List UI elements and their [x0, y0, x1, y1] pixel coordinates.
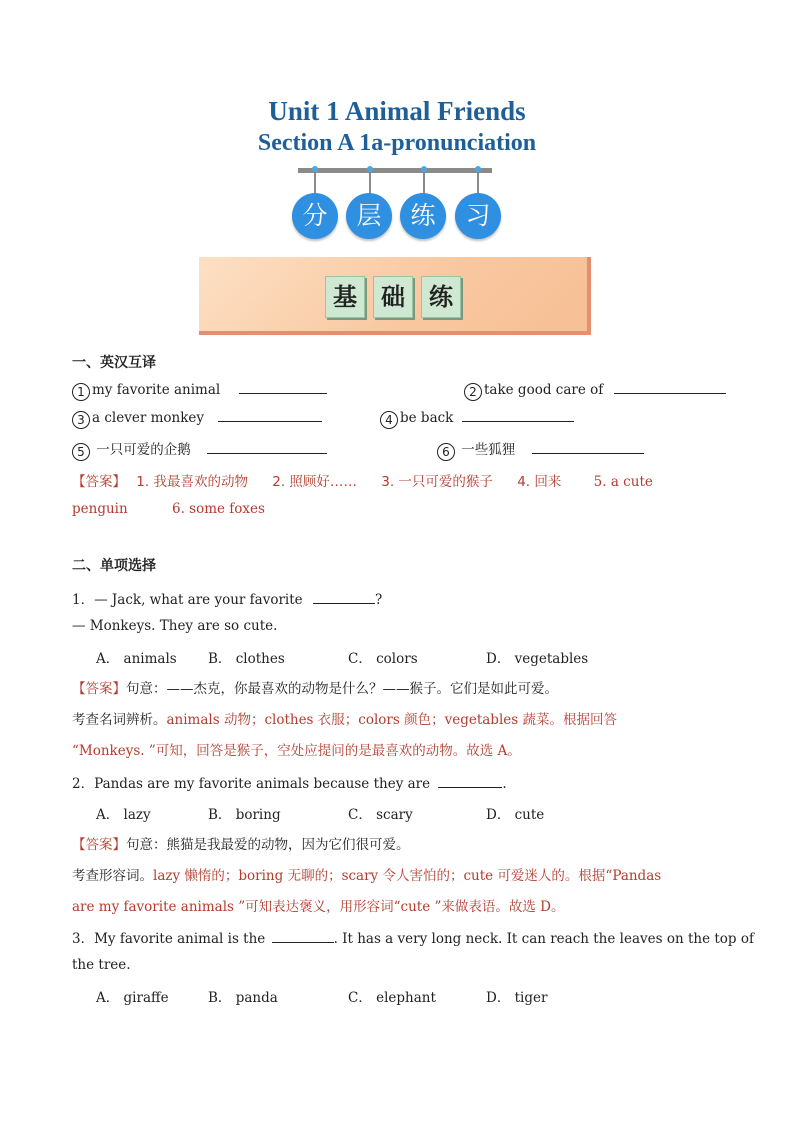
answer-line: [72, 708, 617, 728]
badge-bar: [298, 168, 492, 173]
item-number: 6: [437, 443, 455, 461]
section-heading: 二、单项选择: [72, 558, 156, 574]
title-line-1: Unit 1 Animal Friends: [268, 96, 526, 126]
answer-label: 【答案】: [72, 474, 126, 490]
answer-item: penguin: [72, 501, 128, 517]
answer-line: [72, 864, 661, 884]
option-b[interactable]: B． clothes: [208, 651, 285, 667]
question-text: 1．— Jack, what are your favorite: [72, 592, 303, 608]
option-d[interactable]: D． vegetables: [486, 651, 589, 667]
exercise-item: [464, 382, 726, 401]
banner-char: 础: [373, 276, 413, 318]
badge-pin: [477, 172, 479, 194]
answer-blank[interactable]: [313, 602, 375, 604]
item-number: 2: [464, 383, 482, 401]
question-text: . It has a very long neck. It can reach the leaves on the top of: [333, 931, 754, 947]
banner-char: 练: [421, 276, 461, 318]
answer-line: [72, 677, 558, 697]
badge-pin: [423, 172, 425, 194]
option-d[interactable]: D． tiger: [486, 990, 548, 1006]
option-c[interactable]: C． colors: [348, 651, 418, 667]
answer-blank[interactable]: [207, 452, 327, 454]
answer-text: 考查形容词。: [72, 868, 153, 884]
option-a[interactable]: A． giraffe: [96, 990, 169, 1006]
question-stem: [72, 927, 754, 947]
option-c[interactable]: C． elephant: [348, 990, 436, 1006]
question-stem: [72, 772, 507, 792]
item-text: 一些狐狸: [457, 442, 516, 458]
answer-blank[interactable]: [218, 420, 322, 422]
badge-pin-dot: [312, 166, 318, 172]
answer-blank[interactable]: [532, 452, 644, 454]
answer-line: [72, 833, 410, 853]
item-text: my favorite animal: [92, 382, 221, 398]
question-stem: [72, 588, 382, 608]
answer-text: 句意：熊猫是我最爱的动物，因为它们很可爱。: [126, 837, 410, 853]
answer-text: 句意：——杰克，你最喜欢的动物是什么？——猴子。它们是如此可爱。: [126, 681, 558, 697]
answer-item: 5. a cute: [593, 474, 653, 490]
answer-text: animals 动物；clothes 衣服；colors 颜色；vegetables 蔬菜。根据回答: [166, 712, 617, 728]
option-d[interactable]: D． cute: [486, 807, 545, 823]
exercise-item: [437, 438, 644, 461]
answer-item: 1. 我最喜欢的动物: [136, 474, 248, 490]
option-a[interactable]: A． lazy: [96, 807, 151, 823]
question-line: — Monkeys. They are so cute.: [72, 618, 278, 634]
badge-pin: [369, 172, 371, 194]
answer-item: 3. 一只可爱的猴子: [381, 474, 493, 490]
badge-char: 分: [292, 193, 338, 239]
badge-pin: [314, 172, 316, 194]
badge-char: 层: [346, 193, 392, 239]
badge-pin-dot: [367, 166, 373, 172]
question-line: the tree.: [72, 957, 131, 973]
item-number: 5: [72, 443, 90, 461]
answer-blank[interactable]: [272, 941, 334, 943]
option-b[interactable]: B． boring: [208, 807, 281, 823]
answer-item: 6. some foxes: [171, 501, 265, 517]
answer-label: 【答案】: [72, 837, 126, 853]
option-a[interactable]: A． animals: [96, 651, 177, 667]
option-b[interactable]: B． panda: [208, 990, 278, 1006]
answer-line: [72, 501, 265, 517]
answer-blank[interactable]: [438, 786, 502, 788]
answer-label: 【答案】: [72, 681, 126, 697]
question-punct: .: [502, 776, 507, 792]
item-number: 4: [380, 411, 398, 429]
banner-char: 基: [325, 276, 365, 318]
badge-char: 习: [455, 193, 501, 239]
item-number: 1: [72, 383, 90, 401]
answer-text: are my favorite animals ”可知表达褒义，用形容词“cute ”来做表语。故选 D。: [72, 899, 565, 915]
option-c[interactable]: C． scary: [348, 807, 413, 823]
answer-item: 4. 回来: [517, 474, 562, 490]
item-text: 一只可爱的企鹅: [92, 442, 191, 458]
question-text: 2．Pandas are my favorite animals because they are: [72, 776, 431, 792]
answer-blank[interactable]: [614, 392, 726, 394]
answer-line: [72, 470, 653, 490]
exercise-item: [72, 410, 322, 429]
question-text: 3．My favorite animal is the: [72, 931, 266, 947]
question-punct: ?: [374, 592, 383, 608]
exercise-item: [72, 438, 327, 461]
section-heading: 一、英汉互译: [72, 355, 156, 371]
answer-text: 考查名词辨析。: [72, 712, 167, 728]
answer-text: lazy 懒惰的；boring 无聊的；scary 令人害怕的；cute 可爱迷人的。根据“Pandas: [153, 868, 662, 884]
item-text: be back: [400, 410, 454, 426]
item-number: 3: [72, 411, 90, 429]
answer-text: “Monkeys. ”可知，回答是猴子，空处应提问的是最喜欢的动物。故选 A。: [72, 743, 521, 759]
badge-pin-dot: [475, 166, 481, 172]
badge-char: 练: [400, 193, 446, 239]
answer-blank[interactable]: [462, 420, 574, 422]
item-text: take good care of: [484, 382, 604, 398]
answer-item: 2. 照顾好……: [272, 474, 357, 490]
item-text: a clever monkey: [92, 410, 204, 426]
exercise-item: [72, 382, 327, 401]
title-line-2: Section A 1a-pronunciation: [257, 130, 537, 156]
badge-pin-dot: [421, 166, 427, 172]
exercise-item: [380, 410, 574, 429]
answer-blank[interactable]: [239, 392, 327, 394]
